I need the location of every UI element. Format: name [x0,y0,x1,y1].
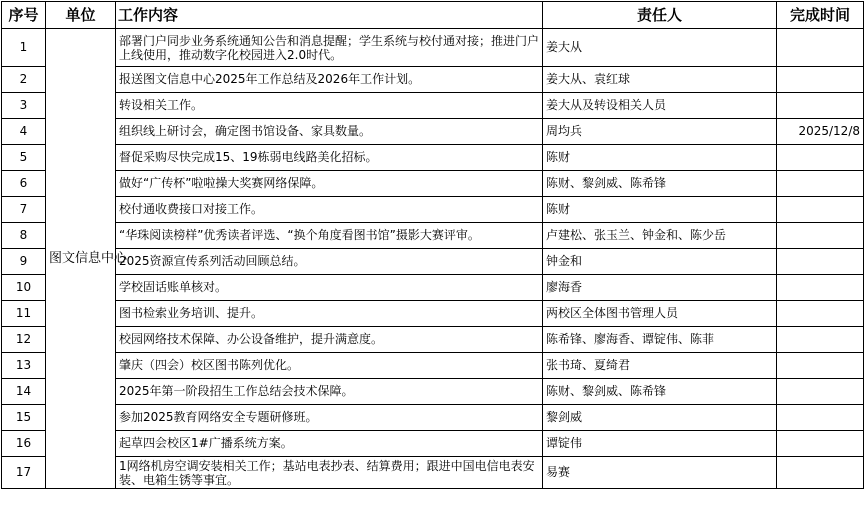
work-cell[interactable]: 起草四会校区1#广播系统方案。 [116,431,543,457]
table-row [2,457,864,489]
date-cell[interactable] [777,405,864,431]
responsible-cell[interactable]: 陈财 [543,197,777,223]
header-num[interactable]: 序号 [2,2,46,29]
header-unit[interactable]: 单位 [46,2,116,29]
header-responsible[interactable]: 责任人 [543,2,777,29]
responsible-cell[interactable]: 两校区全体图书管理人员 [543,301,777,327]
date-cell[interactable] [777,353,864,379]
date-cell[interactable] [777,197,864,223]
table-row [2,275,864,301]
responsible-cell[interactable]: 陈希锋、廖海香、谭锭伟、陈菲 [543,327,777,353]
responsible-cell[interactable]: 姜大从、袁红球 [543,67,777,93]
responsible-cell[interactable]: 谭锭伟 [543,431,777,457]
work-cell[interactable]: 学校固话账单核对。 [116,275,543,301]
work-cell[interactable]: 图书检索业务培训、提升。 [116,301,543,327]
work-cell[interactable]: 参加2025教育网络安全专题研修班。 [116,405,543,431]
table-row [2,145,864,171]
responsible-cell[interactable]: 周均兵 [543,119,777,145]
row-num[interactable]: 16 [2,431,46,457]
date-cell[interactable] [777,29,864,67]
responsible-cell[interactable]: 卢建松、张玉兰、钟金和、陈少岳 [543,223,777,249]
table-row [2,301,864,327]
table-row [2,119,864,145]
row-num[interactable]: 10 [2,275,46,301]
responsible-cell[interactable]: 廖海香 [543,275,777,301]
table-row [2,93,864,119]
work-cell[interactable]: “华珠阅读榜样”优秀读者评选、“换个角度看图书馆”摄影大赛评审。 [116,223,543,249]
row-num[interactable]: 4 [2,119,46,145]
responsible-cell[interactable]: 陈财 [543,145,777,171]
work-cell[interactable]: 转设相关工作。 [116,93,543,119]
work-cell[interactable]: 校园网络技术保障、办公设备维护，提升满意度。 [116,327,543,353]
work-cell[interactable]: 报送图文信息中心2025年工作总结及2026年工作计划。 [116,67,543,93]
date-cell[interactable] [777,275,864,301]
work-cell[interactable]: 1网络机房空调安装相关工作；基站电表抄表、结算费用；跟进中国电信电表安装、电箱生锈等事宜。 [116,457,543,489]
date-cell[interactable] [777,93,864,119]
responsible-cell[interactable]: 姜大从及转设相关人员 [543,93,777,119]
header-work[interactable]: 工作内容 [116,2,543,29]
responsible-cell[interactable]: 姜大从 [543,29,777,67]
date-cell[interactable] [777,223,864,249]
header-date[interactable]: 完成时间 [777,2,864,29]
date-cell[interactable] [777,67,864,93]
row-num[interactable]: 3 [2,93,46,119]
date-cell[interactable] [777,457,864,489]
date-cell[interactable] [777,145,864,171]
row-num[interactable]: 17 [2,457,46,489]
row-num[interactable]: 7 [2,197,46,223]
row-num[interactable]: 9 [2,249,46,275]
responsible-cell[interactable]: 黎剑威 [543,405,777,431]
work-cell[interactable]: 校付通收费接口对接工作。 [116,197,543,223]
responsible-cell[interactable]: 陈财、黎剑威、陈希锋 [543,171,777,197]
date-cell[interactable] [777,171,864,197]
date-cell[interactable]: 2025/12/8 [777,119,864,145]
table-row [2,431,864,457]
table-row [2,249,864,275]
row-num[interactable]: 2 [2,67,46,93]
date-cell[interactable] [777,327,864,353]
date-cell[interactable] [777,431,864,457]
row-num[interactable]: 8 [2,223,46,249]
work-cell[interactable]: 2025资源宣传系列活动回顾总结。 [116,249,543,275]
row-num[interactable]: 15 [2,405,46,431]
table-row [2,405,864,431]
work-cell[interactable]: 部署门户同步业务系统通知公告和消息提醒；学生系统与校付通对接；推进门户上线使用，推动数字化校园进入2.0时代。 [116,29,543,67]
row-num[interactable]: 14 [2,379,46,405]
row-num[interactable]: 5 [2,145,46,171]
table-row [2,223,864,249]
table-row [2,67,864,93]
table-row [2,29,864,67]
work-cell[interactable]: 做好“广传杯”啦啦操大奖赛网络保障。 [116,171,543,197]
row-num[interactable]: 6 [2,171,46,197]
row-num[interactable]: 11 [2,301,46,327]
header-row [2,2,864,29]
row-num[interactable]: 13 [2,353,46,379]
date-cell[interactable] [777,249,864,275]
date-cell[interactable] [777,301,864,327]
responsible-cell[interactable]: 钟金和 [543,249,777,275]
work-plan-table [1,1,864,489]
table-row [2,171,864,197]
work-cell[interactable]: 督促采购尽快完成15、19栋弱电线路美化招标。 [116,145,543,171]
responsible-cell[interactable]: 陈财、黎剑威、陈希锋 [543,379,777,405]
unit-cell[interactable]: 图文信息中心 [46,29,116,489]
table-row [2,353,864,379]
row-num[interactable]: 12 [2,327,46,353]
responsible-cell[interactable]: 易赛 [543,457,777,489]
table-row [2,327,864,353]
work-cell[interactable]: 肇庆（四会）校区图书陈列优化。 [116,353,543,379]
date-cell[interactable] [777,379,864,405]
work-cell[interactable]: 2025年第一阶段招生工作总结会技术保障。 [116,379,543,405]
row-num[interactable]: 1 [2,29,46,67]
table-row [2,197,864,223]
table-row [2,379,864,405]
responsible-cell[interactable]: 张书琦、夏绮君 [543,353,777,379]
work-cell[interactable]: 组织线上研讨会，确定图书馆设备、家具数量。 [116,119,543,145]
